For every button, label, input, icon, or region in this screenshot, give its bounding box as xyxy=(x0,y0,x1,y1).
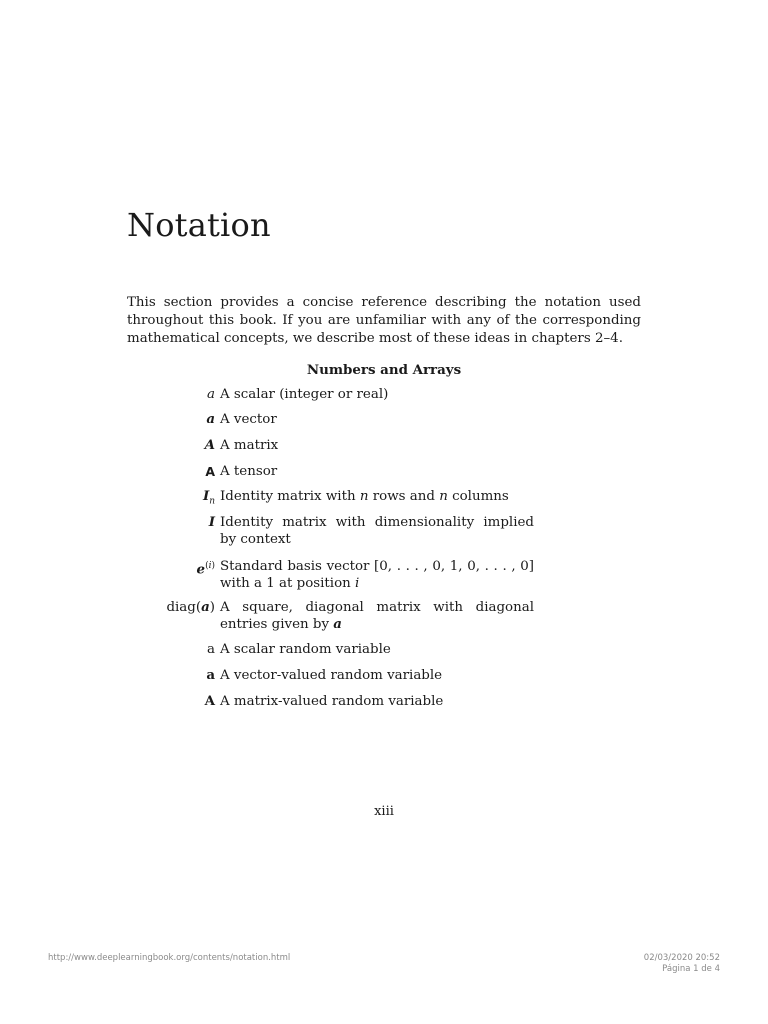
description: Identity matrix with n rows and n columns xyxy=(220,489,509,504)
section-heading: Numbers and Arrays xyxy=(306,362,462,378)
footer-page-count: Página 1 de 4 xyxy=(662,964,720,974)
page-title: Notation xyxy=(127,206,271,244)
description: A scalar (integer or real) xyxy=(220,387,389,402)
footer-meta xyxy=(644,953,720,975)
symbol-random-matrix: A xyxy=(204,693,215,709)
footer-url: http://www.deeplearningbook.org/contents/notation.html xyxy=(48,953,291,963)
intro-paragraph: This section provides a concise reference describing the notation used throughout this book. If you are unfamiliar with any of the corresponding mathematical concepts, we describe most of these ideas in chapters 2–4. xyxy=(127,295,641,346)
description: A matrix-valued random variable xyxy=(220,694,444,709)
symbol-tensor: A xyxy=(205,464,215,479)
description: Identity matrix with dimensionality implied by context xyxy=(220,515,534,547)
page-number: xiii xyxy=(374,804,394,819)
symbol-vector: a xyxy=(206,411,215,427)
symbol-diag: diag(a) xyxy=(166,599,215,615)
symbol-scalar: a xyxy=(207,387,215,402)
symbol-matrix: A xyxy=(204,437,215,453)
description: A square, diagonal matrix with diagonal entries given by a xyxy=(220,600,534,632)
description: A vector-valued random variable xyxy=(220,668,443,683)
symbol-identity: I xyxy=(208,514,215,530)
symbol-random-vector: a xyxy=(206,667,215,683)
symbol-identity-n: $I_n$ xyxy=(202,488,215,507)
description: A matrix xyxy=(220,438,279,453)
description: A vector xyxy=(220,412,277,427)
symbol-basis-vector: $e^{(i)}$ xyxy=(196,561,215,578)
description: A scalar random variable xyxy=(220,642,391,657)
description: A tensor xyxy=(220,464,278,479)
footer-datetime: 02/03/2020 20:52 xyxy=(643,953,720,963)
symbol-random-scalar: a xyxy=(207,642,215,657)
description: Standard basis vector [0, . . . , 0, 1, 0, . . . , 0] with a 1 at position i xyxy=(220,559,534,591)
